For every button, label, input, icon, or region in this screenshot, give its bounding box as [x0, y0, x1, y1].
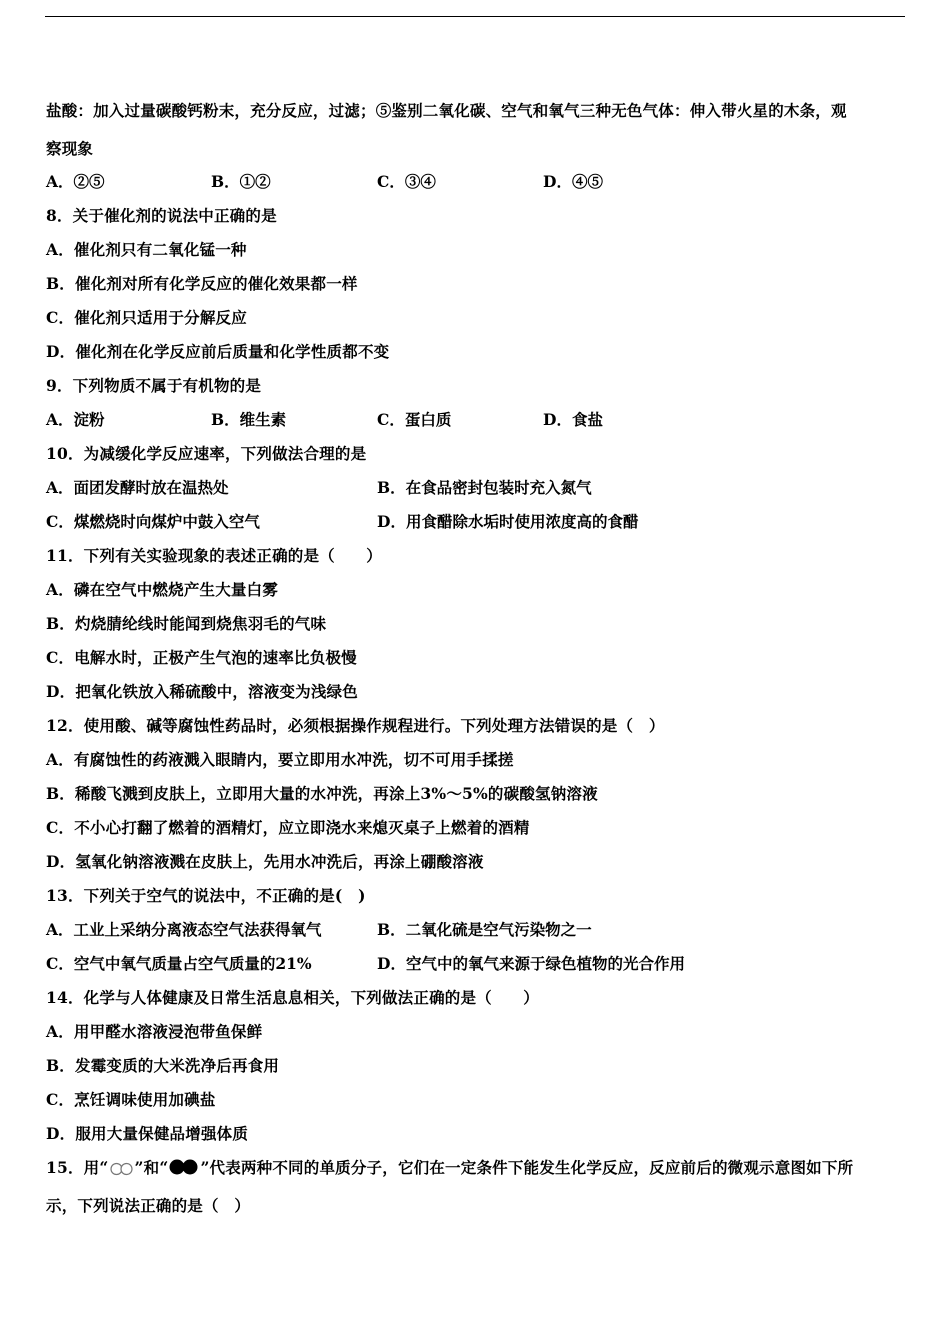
q7-option-d: D．④⑤	[543, 172, 603, 191]
q10-option-c: C．煤燃烧时向煤炉中鼓入空气	[46, 512, 260, 531]
q14-option-b: B．发霉变质的大米洗净后再食用	[46, 1056, 280, 1075]
q13-option-a: A．工业上采纳分离液态空气法获得氧气	[46, 920, 322, 939]
q9-option-b: B．维生素	[211, 410, 287, 429]
q13-option-d: D．空气中的氧气来源于绿色植物的光合作用	[377, 954, 685, 973]
q12-option-d: D．氢氧化钠溶液溅在皮肤上，先用水冲洗后，再涂上硼酸溶液	[46, 852, 484, 871]
q15-stem-line1	[46, 1158, 853, 1181]
q7-text-line1: 盐酸：加入过量碳酸钙粉末，充分反应，过滤；⑤鉴别二氧化碳、空气和氧气三种无色气体：伸入带火星的木条，观	[46, 101, 847, 120]
q7-option-c: C．③④	[377, 172, 436, 191]
q12-stem: 12．使用酸、碱等腐蚀性药品时，必须根据操作规程进行。下列处理方法错误的是（ ）	[46, 716, 665, 735]
q9-stem: 9．下列物质不属于有机物的是	[46, 376, 262, 395]
q15-stem-part2: ”和“	[134, 1158, 169, 1177]
q10-option-d: D．用食醋除水垢时使用浓度高的食醋	[377, 512, 639, 531]
q7-option-a: A．②⑤	[46, 172, 105, 191]
q13-stem: 13．下列关于空气的说法中，不正确的是( )	[46, 886, 366, 905]
q14-option-c: C．烹饪调味使用加碘盐	[46, 1090, 216, 1109]
q12-option-a: A．有腐蚀性的药液溅入眼睛内，要立即用水冲洗，切不可用手揉搓	[46, 750, 514, 769]
q11-option-c: C．电解水时，正极产生气泡的速率比负极慢	[46, 648, 357, 667]
q9-option-d: D．食盐	[543, 410, 603, 429]
q15-stem-part3: ”代表两种不同的单质分子，它们在一定条件下能发生化学反应，反应前后的微观示意图如下所	[200, 1158, 854, 1177]
hollow-molecule-icon	[109, 1161, 135, 1181]
q12-option-b: B．稀酸飞溅到皮肤上，立即用大量的水冲洗，再涂上3%～5%的碳酸氢钠溶液	[46, 784, 598, 803]
q12-option-c: C．不小心打翻了燃着的酒精灯，应立即浇水来熄灭桌子上燃着的酒精	[46, 818, 530, 837]
q14-stem: 14．化学与人体健康及日常生活息息相关，下列做法正确的是（ ）	[46, 988, 539, 1007]
q8-stem: 8．关于催化剂的说法中正确的是	[46, 206, 277, 225]
q11-stem: 11．下列有关实验现象的表述正确的是（ ）	[46, 546, 382, 565]
q10-option-a: A．面团发酵时放在温热处	[46, 478, 229, 497]
q7-text-line2: 察现象	[46, 139, 94, 158]
q15-stem-line2: 示，下列说法正确的是（ ）	[46, 1196, 251, 1215]
q8-option-c: C．催化剂只适用于分解反应	[46, 308, 247, 327]
q11-option-a: A．磷在空气中燃烧产生大量白雾	[46, 580, 279, 599]
q10-stem: 10．为减缓化学反应速率，下列做法合理的是	[46, 444, 367, 463]
q11-option-d: D．把氧化铁放入稀硫酸中，溶液变为浅绿色	[46, 682, 358, 701]
solid-molecule-icon	[168, 1158, 200, 1181]
q13-option-b: B．二氧化硫是空气污染物之一	[377, 920, 592, 939]
q7-option-b: B．①②	[211, 172, 271, 191]
q10-option-b: B．在食品密封包装时充入氮气	[377, 478, 592, 497]
q9-option-c: C．蛋白质	[377, 410, 452, 429]
header-rule	[45, 16, 905, 17]
q13-option-c: C．空气中氧气质量占空气质量的21%	[46, 954, 312, 973]
q15-stem-part1: 15．用“	[46, 1158, 109, 1177]
q8-option-b: B．催化剂对所有化学反应的催化效果都一样	[46, 274, 358, 293]
q11-option-b: B．灼烧腈纶线时能闻到烧焦羽毛的气味	[46, 614, 327, 633]
q8-option-d: D．催化剂在化学反应前后质量和化学性质都不变	[46, 342, 390, 361]
q8-option-a: A．催化剂只有二氧化锰一种	[46, 240, 247, 259]
q9-option-a: A．淀粉	[46, 410, 105, 429]
q14-option-d: D．服用大量保健品增强体质	[46, 1124, 249, 1143]
q14-option-a: A．用甲醛水溶液浸泡带鱼保鲜	[46, 1022, 263, 1041]
